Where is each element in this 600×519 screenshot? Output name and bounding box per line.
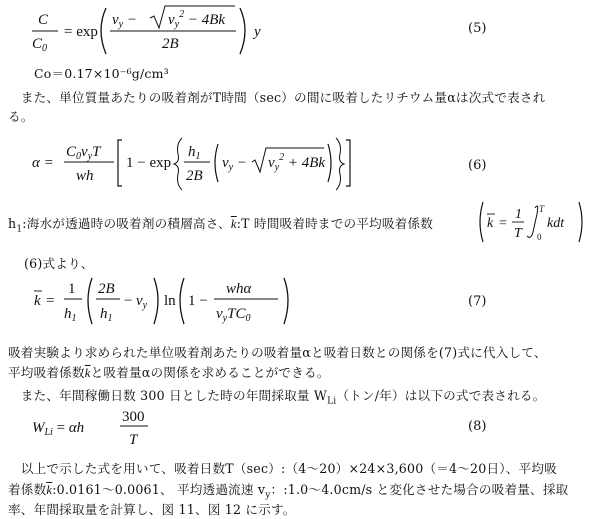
svg-text:300: 300 (122, 409, 145, 425)
co-line: Co＝0.17×10⁻⁶g/cm³ (34, 66, 169, 81)
svg-text:vy: $v_y$ (136, 293, 148, 311)
para3-line1: 以上で示した式を用いて、吸着日数T（sec）:（4～20）×24×3,600（＝4～20日）、平均吸 (8, 461, 557, 476)
svg-text:C0: $C_0$ (32, 36, 48, 54)
para2-line1: 吸着実験より求められた単位吸着剤あたりの吸着量αと吸着日数との関係を(7)式に代入して、 (8, 345, 547, 360)
eq7-intro: (6)式より、 (24, 256, 94, 271)
svg-text:T: T (514, 226, 522, 241)
equation-6-close (326, 134, 354, 194)
para2-line3: また、年間稼働日数 300 日とした時の年間採取量 $W_{Li}$（トン/年）は以下の式で表される。 (8, 388, 546, 407)
svg-text:whα: whα (226, 281, 252, 297)
svg-text:h1: $h_1$ (100, 306, 113, 324)
svg-text:1: 1 (515, 207, 522, 222)
para1-line1: また、単位質量あたりの吸着剤がT時間（sec）の間に吸着したリチウム量αは次式で表され (8, 90, 546, 105)
kbar-integral-definition (477, 200, 597, 244)
svg-text:2B: 2B (162, 36, 179, 52)
svg-text:vy2 − 4Bk: $v_y^2 - 4Bk$ (168, 9, 226, 30)
svg-text:vy −: $v_y$ − (222, 155, 247, 173)
svg-text:h1: $h_1$ (64, 306, 77, 324)
svg-text:WLi = αh: $W_{Li} = \alpha h$ (32, 420, 85, 438)
equation-8-graphic (30, 404, 160, 450)
svg-text:y: y (254, 24, 261, 40)
equation-6-graphic (30, 134, 330, 194)
svg-text:k: k (487, 216, 494, 231)
eq5-lhs-num: C (38, 12, 49, 28)
h1-definition: $h_1$:海水が透過時の吸着剤の積層高さ、$\overline{k}:T$ 時間吸着時までの平均吸着係数 (8, 216, 434, 235)
svg-text:T: T (539, 204, 545, 214)
svg-text:T: T (129, 432, 138, 448)
svg-text:1 −: 1 − (188, 293, 208, 309)
eq7-number: (7) (468, 294, 487, 309)
svg-text:=: = (46, 293, 55, 309)
para3-line2: 着係数$\overline{k}:0.0161\sim 0.0061$、 平均透過流速 $v_y$：:1.0～4.0cm/s と変化させた場合の吸着量、採取 (8, 482, 569, 501)
svg-text:=: = (499, 216, 507, 231)
svg-text:vy2 + 4Bk: $v_y^2 + 4Bk$ (268, 152, 326, 173)
svg-text:α =: α = (32, 155, 54, 171)
svg-text:vy −: $v_y$ − (112, 12, 137, 30)
svg-text:0: 0 (537, 232, 542, 242)
svg-text:1 − exp: 1 − exp (126, 155, 172, 171)
svg-text:kdt: kdt (547, 216, 565, 231)
svg-text:C0vyT: $C_0v_yT$ (66, 144, 101, 162)
svg-text:= exp: = exp (64, 24, 98, 40)
para1-line2: る。 (8, 109, 34, 124)
svg-text:vyTC0: $v_yTC_0$ (216, 306, 251, 324)
para2-line2: 平均吸着係数$\overline{k}$と吸着量αの関係を求めることができる。 (8, 365, 330, 380)
svg-text:ln: ln (164, 293, 176, 309)
eq8-number: (8) (468, 419, 487, 434)
equation-7-graphic (30, 270, 300, 332)
eq5-number: (5) (468, 21, 487, 36)
svg-text:k: k (34, 293, 41, 309)
svg-text:2B: 2B (186, 168, 203, 184)
svg-text:−: − (124, 293, 133, 309)
svg-text:1: 1 (68, 281, 76, 297)
svg-text:2B: 2B (98, 281, 115, 297)
equation-5-graphic (30, 4, 270, 56)
para3-line3: 率、年間採取量を計算し、図 11、図 12 に示す。 (8, 502, 296, 517)
eq6-number: (6) (468, 158, 487, 173)
svg-text:h1: $h_1$ (188, 144, 201, 162)
svg-text:wh: wh (76, 168, 94, 184)
